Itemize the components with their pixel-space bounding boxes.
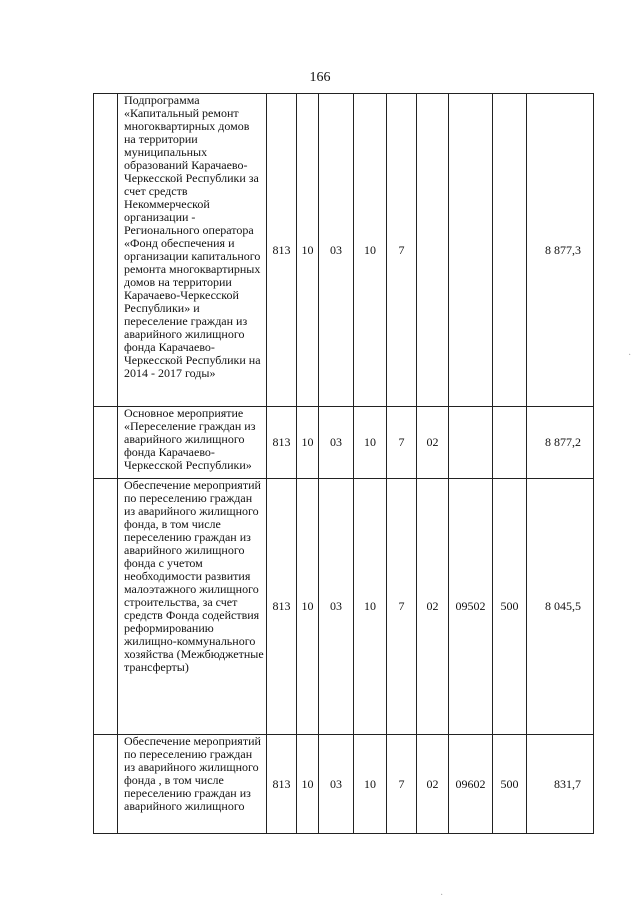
code-measure [417,94,449,407]
code-program: 10 [354,735,387,834]
row-name: Основное мероприятие «Переселение граждан из аварийного жилищного фонда Карачаево-Черкесской Республики» [118,407,267,479]
code-subsection: 03 [319,479,354,735]
amount: 8 045,5 [527,479,594,735]
row-lead-cell [94,479,118,735]
code-subprogram: 7 [387,407,417,479]
code-subprogram: 7 [387,94,417,407]
code-direction [449,407,493,479]
budget-table [93,93,594,834]
row-name: Подпрограмма «Капитальный ремонт многоквартирных домов на территории муниципальных образований Карачаево-Черкесской Республики за счет средств Некоммерческой организации - Регионального оператора «Фонд обеспечения и организации капитального ремонта многоквартирных домов на территории Карачаево-Черкесской Республики» и переселение граждан из аварийного жилищного фонда Карачаево-Черкесской Республики на 2014 - 2017 годы» [118,94,267,407]
table-row [94,479,594,735]
code-expense-type: 500 [493,735,527,834]
amount: 8 877,2 [527,407,594,479]
code-813: 813 [267,407,297,479]
code-measure: 02 [417,479,449,735]
row-lead-cell [94,735,118,834]
code-expense-type: 500 [493,479,527,735]
code-subprogram: 7 [387,479,417,735]
amount: 831,7 [527,735,594,834]
table-row [94,94,594,407]
row-lead-cell [94,407,118,479]
code-subprogram: 7 [387,735,417,834]
code-subsection: 03 [319,735,354,834]
row-name: Обеспечение мероприятий по переселению граждан из аварийного жилищного фонда , в том числе переселению граждан из аварийного жилищного [118,735,267,834]
table-row [94,407,594,479]
code-expense-type [493,94,527,407]
code-program: 10 [354,94,387,407]
code-section: 10 [297,94,319,407]
code-direction: 09502 [449,479,493,735]
amount: 8 877,3 [527,94,594,407]
code-program: 10 [354,479,387,735]
page-number: 166 [309,70,331,85]
code-measure: 02 [417,735,449,834]
row-name: Обеспечение мероприятий по переселению граждан из аварийного жилищного фонда, в том числе переселению граждан из аварийного жилищного фонда с учетом необходимости развития малоэтажного жилищного строительства, за счет средств Фонда содействия реформированию жилищно-коммунального хозяйства (Межбюджетные трансферты) [118,479,267,735]
code-section: 10 [297,479,319,735]
code-measure: 02 [417,407,449,479]
table-row [94,735,594,834]
code-813: 813 [267,94,297,407]
code-direction [449,94,493,407]
code-813: 813 [267,479,297,735]
code-expense-type [493,407,527,479]
row-lead-cell [94,94,118,407]
code-subsection: 03 [319,407,354,479]
scan-dot: · [440,890,444,901]
code-subsection: 03 [319,94,354,407]
code-section: 10 [297,735,319,834]
code-section: 10 [297,407,319,479]
code-813: 813 [267,735,297,834]
code-direction: 09602 [449,735,493,834]
code-program: 10 [354,407,387,479]
scan-dot: · [628,350,632,361]
